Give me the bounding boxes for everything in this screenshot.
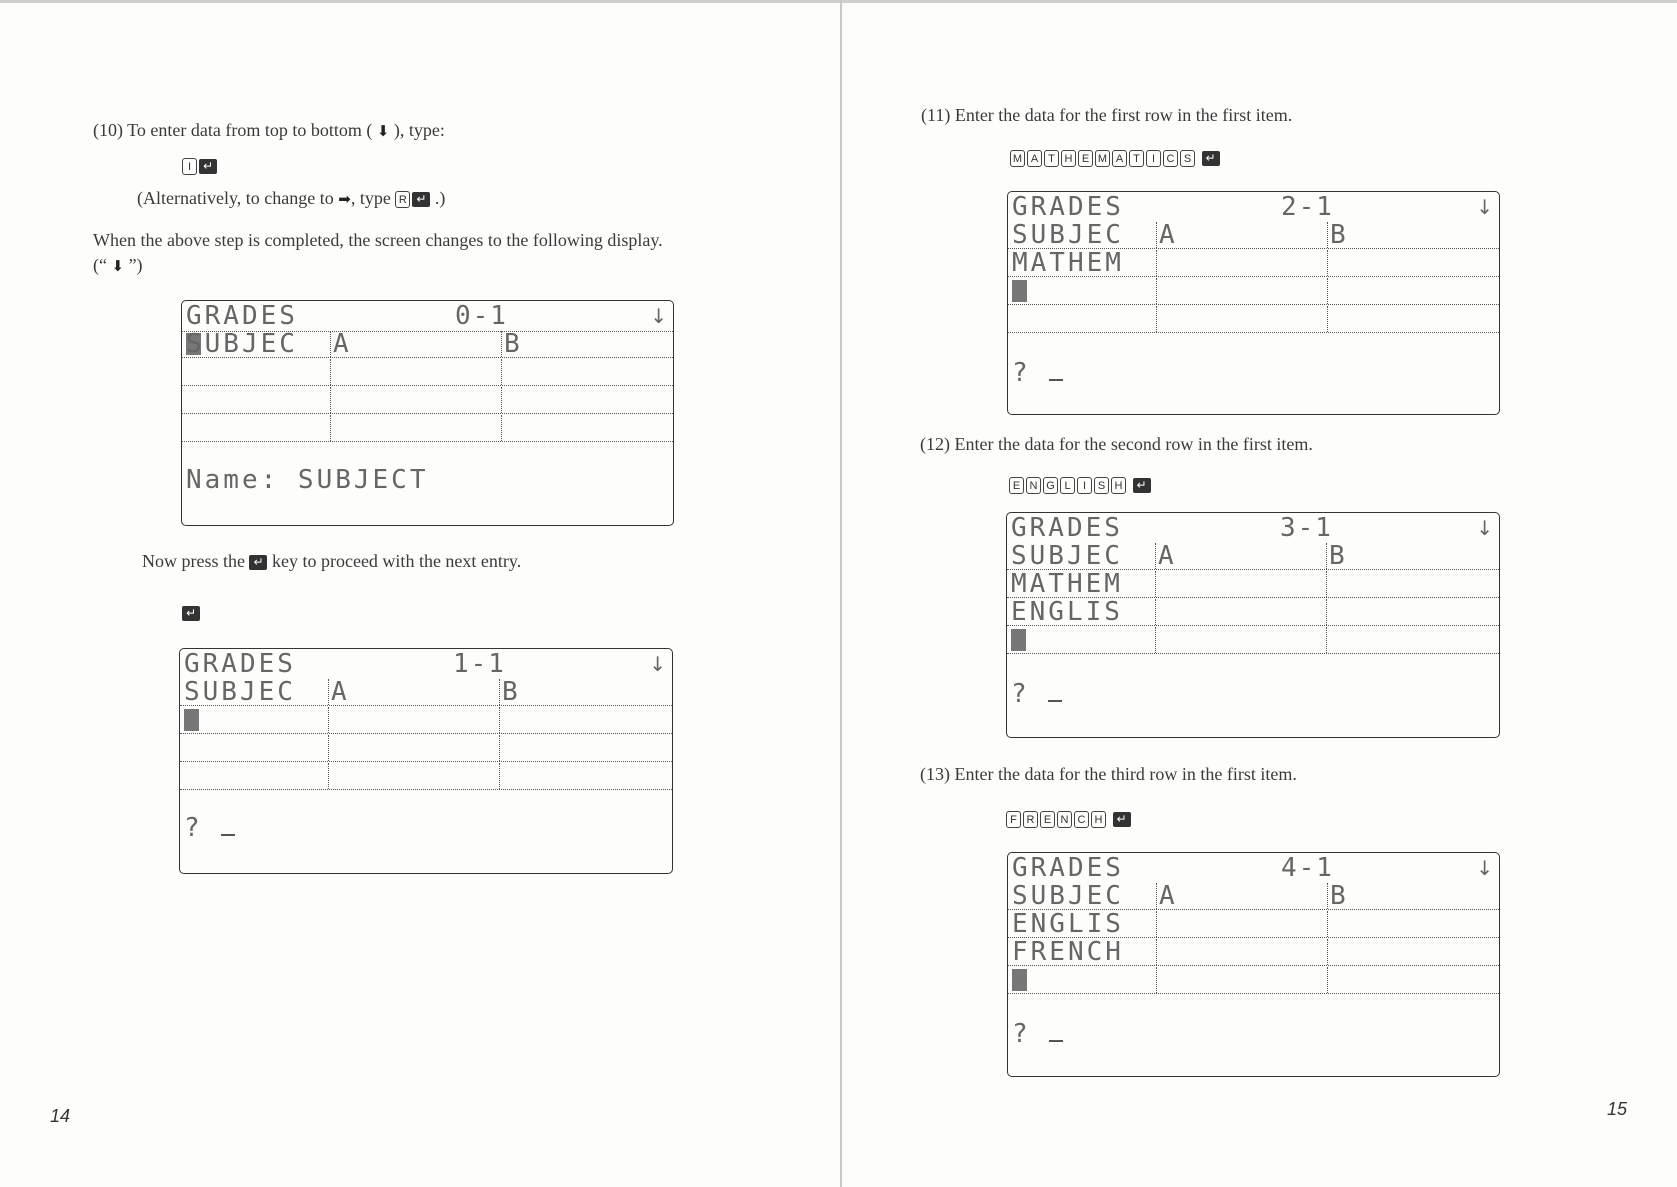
lcd-cursor	[1012, 280, 1027, 302]
key-I: I	[1146, 150, 1161, 167]
lcd-prompt-text: ?	[1012, 358, 1031, 388]
key-G: G	[1043, 477, 1058, 494]
keys-enter	[182, 600, 200, 624]
key-R: R	[395, 191, 410, 208]
lcd-col-sep	[1155, 571, 1156, 597]
lcd-header-b: B	[1330, 220, 1349, 250]
lcd-header-row	[1008, 883, 1499, 910]
lcd-title: GRADES	[1012, 853, 1124, 883]
lcd-row-col: 4-1	[1281, 853, 1334, 883]
lcd-header-row	[1007, 543, 1499, 570]
lcd-col-sep	[1156, 278, 1157, 304]
down-arrow-icon: ↓	[1476, 516, 1493, 540]
lcd-col-sep	[328, 763, 329, 789]
lcd-row-1	[1008, 911, 1499, 938]
enter-key-icon: ↵	[199, 159, 217, 174]
lcd-col-sep	[1327, 883, 1328, 909]
key-S: S	[1180, 150, 1195, 167]
lcd-prompt-text: ?	[1011, 679, 1030, 709]
lcd-col-sep	[499, 679, 500, 705]
lcd-cell: ENGLIS	[1011, 597, 1123, 627]
lcd-col-sep	[1155, 627, 1156, 653]
lcd-col-sep	[499, 735, 500, 761]
lcd-col-sep	[328, 707, 329, 733]
lcd-title: GRADES	[1011, 513, 1123, 543]
key-H: H	[1061, 150, 1076, 167]
key-L: L	[1060, 477, 1075, 494]
enter-key-icon: ↵	[412, 192, 430, 207]
lcd-prompt: Name: SUBJECT	[186, 465, 429, 495]
lcd-col-sep	[1155, 543, 1156, 569]
keys-step-11	[1010, 145, 1220, 169]
lcd-col-sep	[499, 763, 500, 789]
enter-key-icon: ↵	[249, 555, 267, 570]
down-arrow-icon: ↓	[1476, 195, 1493, 219]
lcd-col-sep	[501, 359, 502, 385]
lcd-input-cursor	[221, 822, 235, 836]
lcd-col-sep	[501, 415, 502, 441]
key-C: C	[1074, 811, 1089, 828]
right-page	[842, 0, 1677, 1187]
key-M: M	[1010, 150, 1025, 167]
lcd-col-sep	[1326, 543, 1327, 569]
enter-key-icon: ↵	[1113, 812, 1131, 827]
right-arrow-icon: ➡	[338, 190, 351, 208]
step-10-end: ), type:	[393, 120, 445, 140]
enter-key-icon: ↵	[182, 606, 200, 621]
page-number: 15	[1607, 1099, 1628, 1119]
key-M: M	[1095, 150, 1110, 167]
key-T: T	[1044, 150, 1059, 167]
keys-step-13	[1006, 806, 1131, 830]
lcd-col-sep	[1326, 571, 1327, 597]
now-press-lead: Now press the	[142, 551, 245, 571]
lcd-header-b: B	[1329, 541, 1348, 571]
lcd-input-cursor	[1048, 688, 1062, 702]
lcd-cell: ENGLIS	[1012, 909, 1124, 939]
lcd-row-1	[1007, 571, 1499, 598]
lcd-row-col: 0-1	[455, 301, 508, 331]
lcd-col-sep	[1327, 967, 1328, 993]
lcd-prompt-text: ?	[184, 813, 203, 843]
lcd-title: GRADES	[186, 301, 298, 331]
lcd-row-3	[1007, 627, 1499, 654]
lcd-screen-1	[181, 300, 674, 526]
lcd-prompt	[1012, 358, 1063, 388]
key-E: E	[1078, 150, 1093, 167]
lcd-prompt	[184, 813, 235, 843]
now-press-text	[142, 549, 521, 573]
alt-lead: (Alternatively, to change to	[137, 188, 334, 208]
lcd-col-sep	[499, 707, 500, 733]
quote-open: (“	[93, 255, 107, 275]
key-R: R	[1023, 811, 1038, 828]
enter-key-icon: ↵	[1133, 478, 1151, 493]
lcd-row-3	[180, 763, 672, 790]
lcd-col-sep	[330, 415, 331, 441]
lcd-row-1	[180, 707, 672, 734]
lcd-col-sep	[1156, 883, 1157, 909]
lcd-cursor	[184, 709, 199, 731]
quote-close: ”)	[128, 255, 143, 275]
page-number: 14	[50, 1106, 71, 1126]
lcd-col-sep	[1327, 278, 1328, 304]
lcd-cell: MATHEM	[1012, 248, 1124, 278]
lcd-header-a: A	[333, 329, 352, 359]
lcd-input-cursor	[1049, 367, 1063, 381]
lcd-screen-3	[1007, 191, 1500, 415]
lcd-col-sep	[1156, 306, 1157, 332]
step-10-lead: (10) To enter data from top to bottom (	[93, 120, 373, 140]
lcd-screen-4	[1006, 512, 1500, 738]
lcd-header-field: SUBJEC	[1012, 881, 1124, 911]
lcd-prompt	[1011, 679, 1062, 709]
lcd-row-2	[182, 387, 673, 414]
lcd-screen-5	[1007, 852, 1500, 1077]
lcd-header-a: A	[1158, 541, 1177, 571]
key-C: C	[1163, 150, 1178, 167]
lcd-header-field: SUBJEC	[1012, 220, 1124, 250]
lcd-row-3	[182, 415, 673, 442]
lcd-cursor	[1012, 969, 1027, 991]
lcd-title: GRADES	[1012, 192, 1124, 222]
lcd-col-sep	[1327, 911, 1328, 937]
lcd-header-b: B	[502, 677, 521, 707]
lcd-row-3	[1008, 967, 1499, 994]
lcd-col-sep	[1156, 967, 1157, 993]
lcd-input-cursor	[1049, 1028, 1063, 1042]
key-H: H	[1111, 477, 1126, 494]
key-F: F	[1006, 811, 1021, 828]
lcd-prompt	[1012, 1019, 1063, 1049]
key-S: S	[1094, 477, 1109, 494]
lcd-row-1	[182, 359, 673, 386]
lcd-col-sep	[330, 331, 331, 357]
key-I: I	[182, 158, 197, 175]
alt-type: , type	[350, 188, 391, 208]
quote-text	[93, 253, 143, 278]
lcd-header-b: B	[504, 329, 523, 359]
lcd-row-3	[1008, 306, 1499, 333]
enter-key-icon: ↵	[1202, 151, 1220, 166]
when-text: When the above step is completed, the screen changes to the following display.	[93, 230, 663, 250]
lcd-row-2	[1008, 278, 1499, 305]
lcd-row-col: 2-1	[1281, 192, 1334, 222]
key-N: N	[1026, 477, 1041, 494]
lcd-col-sep	[501, 387, 502, 413]
down-arrow-icon: ⬇	[111, 257, 125, 275]
lcd-col-sep	[1327, 222, 1328, 248]
alt-end: .)	[434, 188, 446, 208]
lcd-header-row	[1008, 222, 1499, 249]
lcd-col-sep	[1326, 627, 1327, 653]
lcd-col-sep	[328, 735, 329, 761]
step-10-text	[93, 118, 445, 143]
key-E: E	[1009, 477, 1024, 494]
lcd-header-row	[180, 679, 672, 706]
lcd-screen-2	[179, 648, 673, 874]
lcd-prompt-text: ?	[1012, 1019, 1031, 1049]
lcd-header-field: SUBJEC	[1011, 541, 1123, 571]
lcd-cell: FRENCH	[1012, 937, 1124, 967]
lcd-header-a: A	[1159, 220, 1178, 250]
lcd-cell: MATHEM	[1011, 569, 1123, 599]
lcd-cursor	[1011, 629, 1026, 651]
lcd-title: GRADES	[184, 649, 296, 679]
lcd-col-sep	[1156, 222, 1157, 248]
lcd-row-2	[1008, 939, 1499, 966]
lcd-col-sep	[1156, 939, 1157, 965]
lcd-col-sep	[330, 359, 331, 385]
keys-step-10	[182, 153, 217, 177]
down-arrow-icon: ↓	[650, 304, 667, 328]
lcd-col-sep	[501, 331, 502, 357]
key-T: T	[1129, 150, 1144, 167]
lcd-col-sep	[1326, 599, 1327, 625]
lcd-col-sep	[1327, 939, 1328, 965]
key-A: A	[1027, 150, 1042, 167]
key-A: A	[1112, 150, 1127, 167]
down-arrow-icon: ↓	[1476, 856, 1493, 880]
now-press-end: key to proceed with the next entry.	[271, 551, 522, 571]
lcd-col-sep	[330, 387, 331, 413]
step-11-text: (11) Enter the data for the first row in the first item.	[921, 105, 1293, 125]
step-12-text: (12) Enter the data for the second row in the first item.	[920, 434, 1313, 454]
lcd-header-field: SUBJEC	[184, 677, 296, 707]
key-N: N	[1057, 811, 1072, 828]
alt-text	[137, 186, 445, 211]
lcd-col-sep	[1327, 306, 1328, 332]
down-arrow-icon: ↓	[649, 652, 666, 676]
lcd-col-sep	[1156, 911, 1157, 937]
lcd-col-sep	[1156, 250, 1157, 276]
down-arrow-icon: ⬇	[376, 122, 390, 140]
lcd-header-field: SUBJEC	[186, 329, 298, 359]
key-H: H	[1091, 811, 1106, 828]
lcd-header-b: B	[1330, 881, 1349, 911]
lcd-col-sep	[1327, 250, 1328, 276]
key-E: E	[1040, 811, 1055, 828]
lcd-row-2	[1007, 599, 1499, 626]
keys-step-12	[1009, 472, 1151, 496]
lcd-header-a: A	[1159, 881, 1178, 911]
lcd-row-1	[1008, 250, 1499, 277]
key-I: I	[1077, 477, 1092, 494]
lcd-col-sep	[328, 679, 329, 705]
lcd-row-2	[180, 735, 672, 762]
lcd-header-row	[182, 331, 673, 358]
lcd-header-a: A	[331, 677, 350, 707]
lcd-row-col: 3-1	[1280, 513, 1333, 543]
lcd-row-col: 1-1	[453, 649, 506, 679]
lcd-col-sep	[1155, 599, 1156, 625]
step-13-text: (13) Enter the data for the third row in the first item.	[920, 764, 1297, 784]
